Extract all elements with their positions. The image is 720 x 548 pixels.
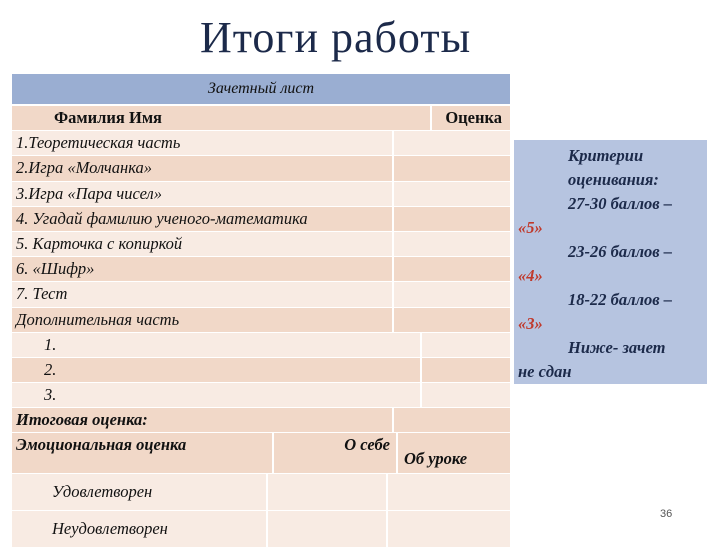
table-row [12,383,510,408]
criteria-line-5: 27-30 баллов – [568,194,673,213]
page-number: 36 [660,508,673,520]
unsatisfied-label: Неудовлетворен [12,511,268,547]
lesson-cell [388,474,510,510]
grade-cell [422,358,510,382]
grade-cell [394,232,510,256]
table-row [12,408,510,433]
row-label: 7. Тест [12,282,394,306]
table-row [12,156,510,181]
row-label-total: Итоговая оценка: [12,408,394,432]
grade-cell [394,282,510,306]
row-label: 3. [12,383,422,407]
sheet-caption: Зачетный лист [12,74,510,106]
grade-sheet [12,74,510,548]
table-row [12,232,510,257]
self-cell [268,474,388,510]
row-label: 2. [12,358,422,382]
grade-cell [422,383,510,407]
table-row [12,182,510,207]
emotion-row [12,433,510,474]
grade-cell [394,131,510,155]
table-row [12,207,510,232]
emotion-lesson: Об уроке [404,449,468,469]
grade-cell [394,408,510,432]
criteria-line-4: 23-26 баллов – [568,242,673,261]
criteria-line-fail-end: не сдан [518,362,572,381]
self-cell [268,511,388,547]
satisfied-label: Удовлетворен [12,474,268,510]
row-label: 3.Игра «Пара чисел» [12,182,394,206]
unsatisfied-row [12,511,510,548]
row-label: 1. [12,333,422,357]
criteria-box [514,140,707,384]
table-row [12,308,510,333]
table-row [12,358,510,383]
slide-title: Итоги работы [200,13,472,62]
table-row [12,282,510,307]
row-label: 4. Угадай фамилию ученого-математика [12,207,394,231]
table-row [12,257,510,282]
table-row [12,333,510,358]
criteria-grade-5: «5» [518,218,543,237]
criteria-grade-4: «4» [518,266,543,285]
grade-cell [422,333,510,357]
lesson-cell [388,511,510,547]
row-label: 2.Игра «Молчанка» [12,156,394,180]
row-label: Дополнительная часть [12,308,394,332]
emotion-label: Эмоциональная оценка [12,433,274,473]
grade-cell [394,156,510,180]
grade-cell [394,207,510,231]
grade-cell [394,182,510,206]
grade-cell [394,257,510,281]
row-label: 6. «Шифр» [12,257,394,281]
sheet-header-row [12,106,510,131]
row-label: 5. Карточка с копиркой [12,232,394,256]
satisfied-row [12,474,510,511]
criteria-grade-3: «3» [518,314,543,333]
grade-cell [394,308,510,332]
criteria-line-fail: Ниже- зачет [568,338,666,357]
emotion-self: О себе [274,433,398,473]
criteria-line-3: 18-22 баллов – [568,290,673,309]
row-label: 1.Теоретическая часть [12,131,394,155]
criteria-title: Критерии оценивания: [568,146,659,189]
table-row [12,131,510,156]
header-name: Фамилия Имя [12,106,432,130]
header-grade: Оценка [445,108,502,127]
